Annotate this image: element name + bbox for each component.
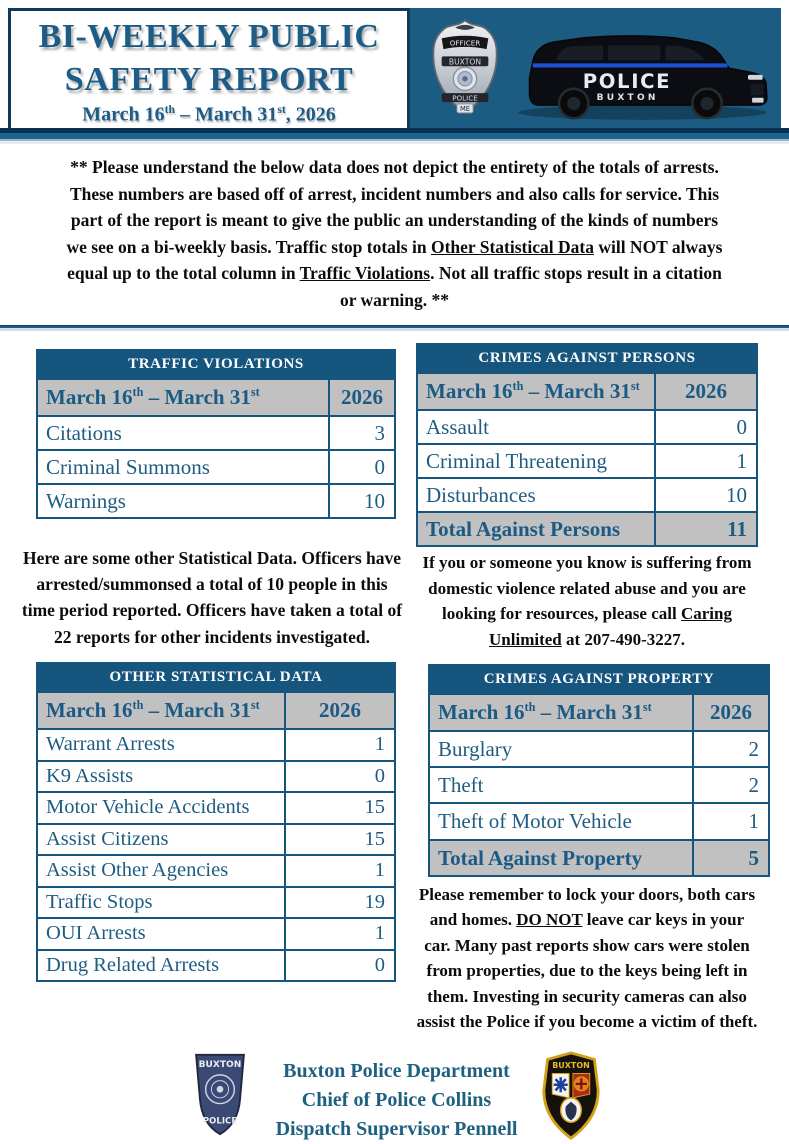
footer-dispatch-supervisor: Dispatch Supervisor Pennell (275, 1117, 518, 1140)
table-row (37, 950, 395, 982)
row-value: 0 (329, 450, 395, 484)
row-label: Theft of Motor Vehicle (429, 803, 693, 839)
table-title: TRAFFIC VIOLATIONS (37, 350, 395, 379)
table-row (37, 792, 395, 824)
table-title: CRIMES AGAINST PERSONS (417, 344, 757, 373)
footer (0, 1051, 789, 1144)
table-row (37, 729, 395, 761)
date-sup: th (524, 700, 536, 715)
row-label: Assist Other Agencies (37, 855, 285, 887)
header-divider-band (0, 128, 789, 144)
crimes-against-persons-table (416, 343, 758, 548)
date-text: March 16 (438, 700, 525, 725)
lock-underline-do-not: DO NOT (516, 910, 583, 930)
date-text: March 16 (82, 103, 165, 126)
table-total-row (429, 840, 769, 876)
disclaimer-paragraph (62, 154, 727, 314)
total-value: 11 (655, 512, 757, 546)
patch-text-buxton: BUXTON (552, 1060, 591, 1070)
table-year: 2026 (329, 379, 395, 416)
header (8, 8, 781, 128)
page-title-line1: BI-WEEKLY PUBLIC (38, 18, 380, 56)
row-label: Theft (429, 767, 693, 803)
domestic-violence-paragraph (416, 550, 758, 652)
footer-chief: Chief of Police Collins (301, 1088, 492, 1111)
police-car-image (505, 24, 775, 124)
row-label: Criminal Threatening (417, 444, 655, 478)
table-row (417, 478, 757, 512)
disclaimer-underline-traffic-violations: Traffic Violations (299, 263, 431, 284)
patch-text-police: POLICE (202, 1116, 237, 1127)
buxton-public-safety-patch-icon (541, 1051, 601, 1141)
disclaimer-text: . Not all traffic stops result in a citation or warning. ** (339, 263, 722, 310)
badge-text-me: ME (459, 105, 471, 114)
date-sup: th (132, 384, 144, 399)
total-label: Total Against Persons (417, 512, 655, 546)
table-title: OTHER STATISTICAL DATA (37, 663, 395, 692)
row-label: Traffic Stops (37, 887, 285, 919)
row-label: Warrant Arrests (37, 729, 285, 761)
disclaimer-text: ** Please understand the below data does not depict the entirety of the totals of arrests. These numbers are based off of arrest, incident numbers and also calls for service. This part of the report is meant to give the public an understanding of the kinds of numbers we see on a bi-weekly basis. Traffic stop totals in (66, 157, 720, 257)
table-date-range (37, 379, 329, 416)
date-sup: st (277, 103, 286, 117)
footer-department: Buxton Police Department (283, 1059, 510, 1082)
date-sup: st (630, 378, 640, 393)
table-row (37, 918, 395, 950)
date-sup: th (164, 103, 175, 117)
row-value: 15 (285, 792, 395, 824)
disclaimer-underline-other-statistical-data: Other Statistical Data (430, 236, 594, 257)
row-value: 10 (655, 478, 757, 512)
table-year: 2026 (693, 694, 769, 731)
table-row (37, 484, 395, 518)
other-statistical-data-table (36, 662, 396, 983)
row-value: 1 (285, 855, 395, 887)
row-label: Citations (37, 416, 329, 450)
row-value: 0 (285, 761, 395, 793)
table-row (37, 761, 395, 793)
report-date-range (82, 103, 336, 127)
date-sup: st (250, 697, 260, 712)
table-total-row (417, 512, 757, 546)
table-row (429, 731, 769, 767)
dv-underline-caring-unlimited: Caring Unlimited (489, 604, 732, 649)
row-value: 1 (655, 444, 757, 478)
disclaimer-text: will NOT always equal up to the total column in (67, 236, 723, 284)
row-value: 19 (285, 887, 395, 919)
table-row (37, 824, 395, 856)
date-sup: st (250, 384, 260, 399)
row-label: Disturbances (417, 478, 655, 512)
page-title (39, 16, 380, 101)
crimes-against-property-table (428, 664, 770, 877)
date-text: – March 31 (143, 697, 251, 722)
table-title: CRIMES AGAINST PROPERTY (429, 665, 769, 694)
total-label: Total Against Property (429, 840, 693, 876)
dv-text: If you or someone you know is suffering from domestic violence related abuse and you are looking for resources, please call (422, 553, 752, 624)
row-value: 0 (655, 410, 757, 444)
traffic-violations-table (36, 349, 396, 519)
table-row (37, 855, 395, 887)
lock-doors-paragraph (416, 882, 758, 1035)
row-label: Criminal Summons (37, 450, 329, 484)
table-year: 2026 (655, 373, 757, 410)
title-box (8, 8, 410, 128)
car-text-buxton: BUXTON (596, 93, 659, 104)
row-label: OUI Arrests (37, 918, 285, 950)
badge-text-officer: OFFICER (449, 38, 481, 48)
section-divider-rule (0, 325, 789, 331)
table-row (429, 767, 769, 803)
date-text: – March 31 (143, 384, 251, 409)
patch-text-buxton: BUXTON (198, 1059, 241, 1070)
row-label: Assist Citizens (37, 824, 285, 856)
date-sup: st (642, 700, 652, 715)
right-column (416, 343, 758, 1035)
dv-text: at 207-490-3227. (561, 629, 685, 649)
row-value: 1 (285, 729, 395, 761)
content-columns (8, 343, 781, 1035)
table-row (429, 803, 769, 839)
table-row (417, 444, 757, 478)
table-row (37, 450, 395, 484)
row-value: 0 (285, 950, 395, 982)
table-row (37, 887, 395, 919)
table-year: 2026 (285, 692, 395, 729)
table-date-range (417, 373, 655, 410)
table-row (417, 410, 757, 444)
badge-text-police: POLICE (452, 93, 478, 103)
date-sup: th (132, 697, 144, 712)
total-value: 5 (693, 840, 769, 876)
row-value: 1 (285, 918, 395, 950)
car-text-police: POLICE (582, 69, 672, 93)
row-label: Burglary (429, 731, 693, 767)
buxton-officer-badge-icon (430, 16, 500, 120)
row-value: 3 (329, 416, 395, 450)
left-column (21, 343, 403, 983)
row-value: 15 (285, 824, 395, 856)
row-label: Warnings (37, 484, 329, 518)
date-text: – March 31 (535, 700, 643, 725)
table-row (37, 416, 395, 450)
date-text: – March 31 (523, 378, 631, 403)
buxton-police-patch-icon (188, 1051, 252, 1137)
date-text: , 2026 (285, 103, 336, 126)
lock-text: leave car keys in your car. Many past reports show cars were stolen from properties, due to the keys being left in them. Investing in security cameras can also assist the Police if you become a victim of theft. (416, 910, 758, 1032)
row-value: 1 (693, 803, 769, 839)
table-date-range (37, 692, 285, 729)
row-label: Assault (417, 410, 655, 444)
lock-text: Please remember to lock your doors, both cars and homes. (418, 884, 756, 930)
table-date-range (429, 694, 693, 731)
row-value: 2 (693, 767, 769, 803)
row-value: 2 (693, 731, 769, 767)
page-title-line2: SAFETY REPORT (64, 60, 354, 98)
footer-text-block (276, 1051, 518, 1144)
row-label: Drug Related Arrests (37, 950, 285, 982)
row-label: K9 Assists (37, 761, 285, 793)
row-label: Motor Vehicle Accidents (37, 792, 285, 824)
row-value: 10 (329, 484, 395, 518)
other-stats-paragraph: Here are some other Statistical Data. Officers have arrested/summonsed a total of 10 people in this time period reported. Officers have taken a total of 22 reports for other incidents investigated. (21, 547, 403, 647)
header-photo-panel (410, 8, 781, 128)
date-text: – March 31 (174, 103, 278, 126)
badge-text-buxton: BUXTON (448, 57, 482, 67)
date-sup: th (512, 378, 524, 393)
date-text: March 16 (426, 378, 513, 403)
date-text: March 16 (46, 697, 133, 722)
date-text: March 16 (46, 384, 133, 409)
